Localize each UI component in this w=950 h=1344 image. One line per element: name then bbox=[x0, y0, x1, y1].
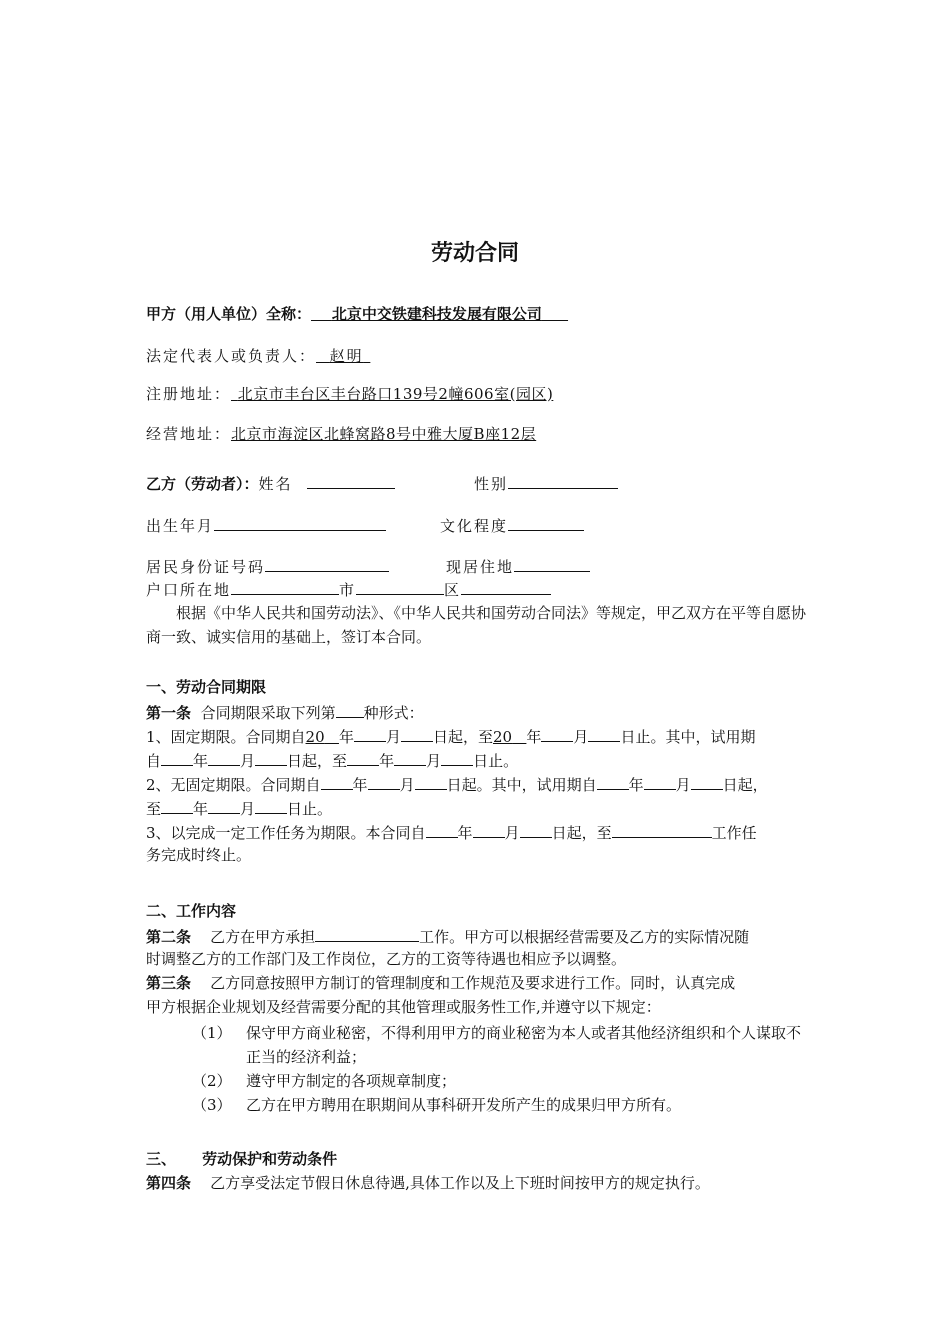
article-1-text-a: 合同期限采取下列第 bbox=[200, 704, 336, 722]
year-label: 年 bbox=[193, 800, 209, 818]
party-b-edu-field[interactable] bbox=[508, 514, 584, 531]
job-position-field[interactable] bbox=[315, 925, 419, 942]
option-3-line-2: 务完成时终止。 bbox=[146, 846, 252, 864]
rule-item-number: （1） bbox=[192, 1024, 232, 1042]
year-label: 年 bbox=[526, 728, 542, 746]
option-1-end-month[interactable] bbox=[541, 725, 573, 742]
rule-item-number: （2） bbox=[192, 1072, 232, 1090]
party-b-district-label: 区 bbox=[444, 581, 462, 599]
section-1-heading: 一、劳动合同期限 bbox=[146, 678, 267, 696]
option-3-start-day[interactable] bbox=[520, 821, 552, 838]
option-1-end-year[interactable]: 20 bbox=[493, 728, 513, 746]
party-b-city-label: 市 bbox=[339, 581, 357, 599]
article-4-label: 第四条 bbox=[146, 1174, 192, 1192]
year-label: 年 bbox=[352, 776, 368, 794]
year-label: 年 bbox=[338, 728, 354, 746]
option-2-end: 日止。 bbox=[287, 800, 333, 818]
probation-end-month[interactable] bbox=[394, 749, 426, 766]
party-b-hukou-city-field[interactable] bbox=[231, 578, 339, 595]
option-3-text-b: 日起，至 bbox=[551, 824, 612, 842]
option-1-text-a: 1、固定期限。合同期自 bbox=[146, 728, 306, 746]
section-2-heading: 二、工作内容 bbox=[146, 902, 237, 920]
probation-start-day[interactable] bbox=[255, 749, 287, 766]
article-2-line-2: 时调整乙方的工作部门及工作岗位，乙方的工资等待遇也相应予以调整。 bbox=[146, 950, 627, 968]
option-2-to: 至 bbox=[146, 800, 162, 818]
article-3-text-a: 乙方同意按照甲方制订的管理制度和工作规范及要求进行工作。同时，认真完成 bbox=[210, 974, 736, 992]
party-b-name-field[interactable] bbox=[307, 472, 395, 489]
party-b-edu-line bbox=[440, 514, 584, 536]
probation-end-year[interactable] bbox=[347, 749, 379, 766]
article-3-line-2: 甲方根据企业规划及经营需要分配的其他管理或服务性工作,并遵守以下规定： bbox=[146, 998, 661, 1016]
year-label: 年 bbox=[379, 752, 395, 770]
option-1-line-1 bbox=[146, 725, 755, 747]
option-3-line-1 bbox=[146, 821, 757, 843]
form-choice-field[interactable] bbox=[336, 701, 364, 718]
option-1-probation-end: 日止。 bbox=[473, 752, 519, 770]
party-b-label: 乙方（劳动者）： bbox=[146, 475, 259, 493]
rule-item-text: 乙方在甲方聘用在职期间从事科研开发所产生的成果归甲方所有。 bbox=[246, 1096, 682, 1114]
party-b-hukou-detail-field[interactable] bbox=[461, 578, 551, 595]
party-a-biz-line bbox=[146, 424, 536, 444]
party-b-id-field[interactable] bbox=[265, 555, 389, 572]
month-label: 月 bbox=[240, 800, 256, 818]
option-2-line-2 bbox=[146, 797, 332, 819]
party-b-id-line bbox=[146, 555, 389, 577]
party-a-reg-value: 北京市丰台区丰台路口139号2幢606室(园区) bbox=[237, 385, 554, 403]
option-2-start-day[interactable] bbox=[415, 773, 447, 790]
option-3-text-a: 3、以完成一定工作任务为期限。本合同自 bbox=[146, 824, 426, 842]
rule-item bbox=[192, 1021, 814, 1066]
option-2-end-year[interactable] bbox=[161, 797, 193, 814]
probation-start-year[interactable] bbox=[161, 749, 193, 766]
party-b-id-label: 居民身份证号码 bbox=[146, 558, 266, 576]
option-2-start-year[interactable] bbox=[321, 773, 353, 790]
option-1-end-day[interactable] bbox=[588, 725, 620, 742]
rule-item bbox=[192, 1093, 814, 1117]
section-3-number: 三、 bbox=[146, 1150, 177, 1168]
option-2-text-c: 日起， bbox=[722, 776, 768, 794]
party-b-gender-label: 性别 bbox=[474, 475, 509, 493]
party-b-addr-label: 现居住地 bbox=[446, 558, 515, 576]
party-a-rep-value: 赵明 bbox=[329, 347, 364, 365]
month-label: 月 bbox=[426, 752, 442, 770]
option-1-start-year[interactable]: 20 bbox=[305, 728, 325, 746]
rule-item-text: 保守甲方商业秘密，不得利用甲方的商业秘密为本人或者其他经济组织和个人谋取不正当的经济利益； bbox=[246, 1024, 802, 1066]
party-b-name-label: 姓名 bbox=[258, 475, 293, 493]
party-b-addr-line bbox=[446, 555, 590, 577]
option-1-text-d: 日起，至 bbox=[432, 728, 493, 746]
option-1-start-month[interactable] bbox=[354, 725, 386, 742]
article-3-label: 第三条 bbox=[146, 974, 192, 992]
article-2-label: 第二条 bbox=[146, 928, 192, 946]
option-3-start-month[interactable] bbox=[473, 821, 505, 838]
article-1-label: 第一条 bbox=[146, 704, 192, 722]
party-b-birth-field[interactable] bbox=[214, 514, 386, 531]
party-b-edu-label: 文化程度 bbox=[440, 517, 509, 535]
party-a-name-line bbox=[146, 304, 568, 324]
party-b-name-line bbox=[146, 472, 395, 494]
section-3-heading bbox=[146, 1149, 337, 1169]
option-2-probation-day[interactable] bbox=[691, 773, 723, 790]
option-3-start-year[interactable] bbox=[426, 821, 458, 838]
rule-item-number: （3） bbox=[192, 1096, 232, 1114]
option-2-probation-month[interactable] bbox=[644, 773, 676, 790]
option-1-start-day[interactable] bbox=[401, 725, 433, 742]
month-label: 月 bbox=[385, 728, 401, 746]
option-2-text-b: 日起。其中，试用期自 bbox=[446, 776, 597, 794]
option-2-text-a: 2、无固定期限。合同期自 bbox=[146, 776, 321, 794]
option-2-end-day[interactable] bbox=[255, 797, 287, 814]
month-label: 月 bbox=[240, 752, 256, 770]
month-label: 月 bbox=[675, 776, 691, 794]
party-b-hukou-label: 户口所在地 bbox=[146, 581, 232, 599]
option-1-text-e: 日止。其中，试用期 bbox=[620, 728, 756, 746]
party-b-hukou-district-field[interactable] bbox=[356, 578, 444, 595]
party-a-biz-label: 经营地址： bbox=[146, 425, 232, 443]
month-label: 月 bbox=[573, 728, 589, 746]
option-1-probation-from: 自 bbox=[146, 752, 162, 770]
party-b-birth-label: 出生年月 bbox=[146, 517, 215, 535]
article-2-text-b: 工作。甲方可以根据经营需要及乙方的实际情况随 bbox=[419, 928, 750, 946]
option-2-line-1 bbox=[146, 773, 768, 795]
probation-end-day[interactable] bbox=[441, 749, 473, 766]
rule-item bbox=[192, 1069, 814, 1093]
party-a-rep-label: 法定代表人或负责人： bbox=[146, 347, 317, 365]
article-3-line-1 bbox=[146, 973, 735, 993]
year-label: 年 bbox=[193, 752, 209, 770]
article-4-line bbox=[146, 1173, 710, 1193]
party-b-gender-line bbox=[474, 472, 618, 494]
option-2-start-month[interactable] bbox=[368, 773, 400, 790]
option-2-probation-year[interactable] bbox=[597, 773, 629, 790]
month-label: 月 bbox=[504, 824, 520, 842]
year-label: 年 bbox=[628, 776, 644, 794]
option-3-task-field[interactable] bbox=[612, 821, 712, 838]
party-a-name: 北京中交铁建科技发展有限公司 bbox=[331, 305, 542, 323]
article-2-text-a: 乙方在甲方承担 bbox=[210, 928, 316, 946]
rule-item-text: 遵守甲方制定的各项规章制度； bbox=[246, 1072, 457, 1090]
document-title: 劳动合同 bbox=[430, 241, 519, 266]
section-3-title: 劳动保护和劳动条件 bbox=[202, 1150, 338, 1168]
option-1-probation-to: 日起，至 bbox=[287, 752, 348, 770]
article-1-line bbox=[146, 701, 424, 723]
article-2-line-1 bbox=[146, 925, 749, 947]
party-a-reg-label: 注册地址： bbox=[146, 385, 232, 403]
probation-start-month[interactable] bbox=[208, 749, 240, 766]
option-3-text-c: 工作任 bbox=[711, 824, 757, 842]
article-1-text-b: 种形式： bbox=[363, 704, 424, 722]
option-2-end-month[interactable] bbox=[208, 797, 240, 814]
party-a-biz-value: 北京市海淀区北蜂窝路8号中雅大厦B座12层 bbox=[231, 425, 537, 443]
month-label: 月 bbox=[399, 776, 415, 794]
year-label: 年 bbox=[457, 824, 473, 842]
party-a-label: 甲方（用人单位）全称： bbox=[146, 305, 312, 323]
party-b-hukou-line bbox=[146, 578, 551, 600]
party-b-birth-line bbox=[146, 514, 386, 536]
party-b-addr-field[interactable] bbox=[514, 555, 590, 572]
party-a-reg-line bbox=[146, 384, 553, 404]
option-1-line-2 bbox=[146, 749, 518, 771]
preamble-paragraph: 根据《中华人民共和国劳动法》、《中华人民共和国劳动合同法》等规定，甲乙双方在平等自愿协商一致、诚实信用的基础上，签订本合同。 bbox=[146, 604, 807, 646]
party-b-gender-field[interactable] bbox=[508, 472, 618, 489]
party-a-rep-line bbox=[146, 346, 370, 366]
article-4-text: 乙方享受法定节假日休息待遇,具体工作以及上下班时间按甲方的规定执行。 bbox=[210, 1174, 710, 1192]
